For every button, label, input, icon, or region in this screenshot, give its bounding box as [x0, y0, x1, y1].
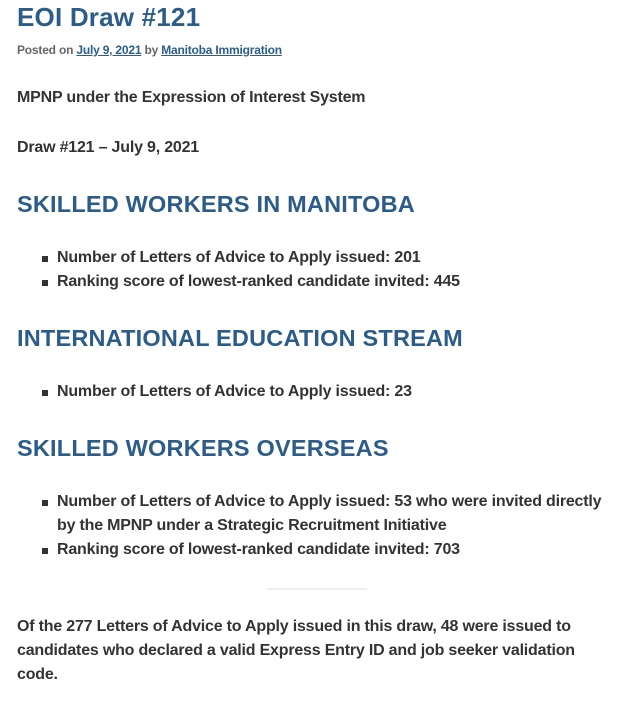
bullet-square-icon: [42, 548, 48, 554]
list-item: [17, 270, 617, 294]
bullet-square-icon: [42, 500, 48, 506]
list-item: [17, 380, 617, 404]
list-item-text: Number of Letters of Advice to Apply issued: 53 who were invited directly by the MPNP under a Strategic Recruitment Initiative: [57, 493, 602, 534]
horizontal-separator: [267, 588, 367, 590]
by-label: by: [144, 43, 159, 57]
list-item: [17, 538, 617, 562]
list-item-text: Number of Letters of Advice to Apply issued: 23: [57, 383, 412, 400]
author-link[interactable]: Manitoba Immigration: [161, 43, 282, 57]
post-meta: [17, 42, 282, 58]
bullet-square-icon: [42, 390, 48, 396]
closing-paragraph: Of the 277 Letters of Advice to Apply issued in this draw, 48 were issued to candidates who declared a valid Express Entry ID and job seeker validation code.: [17, 618, 575, 683]
section-list-international-education-stream: [17, 380, 617, 404]
post-title: EOI Draw #121: [17, 2, 201, 32]
section-list-skilled-workers-overseas: [17, 490, 617, 562]
draw-line: Draw #121 – July 9, 2021: [17, 139, 199, 156]
section-heading-skilled-workers-manitoba: SKILLED WORKERS IN MANITOBA: [17, 191, 415, 217]
posted-on-label: Posted on: [17, 43, 74, 57]
list-item: [17, 490, 617, 538]
section-heading-international-education-stream: INTERNATIONAL EDUCATION STREAM: [17, 325, 463, 351]
list-item-text: Ranking score of lowest-ranked candidate invited: 445: [57, 273, 460, 290]
post-date-link[interactable]: July 9, 2021: [76, 43, 142, 57]
bullet-square-icon: [42, 280, 48, 286]
intro-paragraph: MPNP under the Expression of Interest System: [17, 89, 366, 106]
bullet-square-icon: [42, 256, 48, 262]
section-list-skilled-workers-manitoba: [17, 246, 617, 294]
list-item-text: Number of Letters of Advice to Apply issued: 201: [57, 249, 421, 266]
list-item-text: Ranking score of lowest-ranked candidate invited: 703: [57, 541, 460, 558]
section-heading-skilled-workers-overseas: SKILLED WORKERS OVERSEAS: [17, 435, 389, 461]
list-item: [17, 246, 617, 270]
